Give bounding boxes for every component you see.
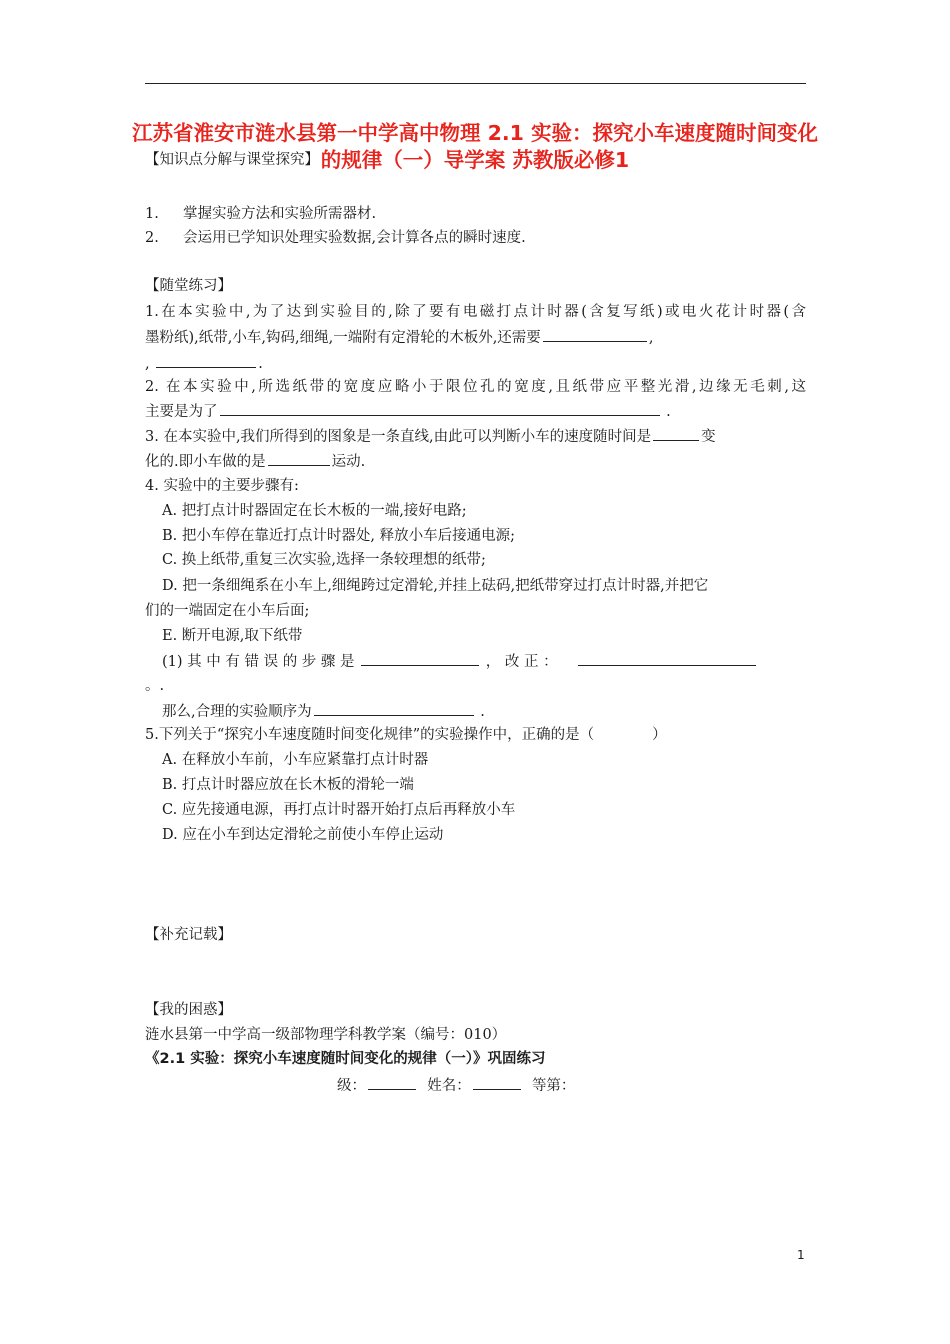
q5-option: D. 应在小车到达定滑轮之前使小车停止运动 (162, 827, 444, 843)
header-rule (145, 83, 806, 84)
section-knowledge-heading: 【知识点分解与课堂探究】 (145, 152, 319, 168)
q2-line1: 2. 在本实验中,所选纸带的宽度应略小于限位孔的宽度,且纸带应平整光滑,边缘无毛刺,这 (145, 379, 806, 395)
q4-order: 那么,合理的实验顺序为 . (162, 701, 485, 722)
student-info-line: 级： 姓名： 等第： (337, 1075, 575, 1096)
q4-correction-blank[interactable] (578, 651, 756, 666)
q4-step: D. 把一条细绳系在小车上,细绳跨过定滑轮,并挂上砝码,把纸带穿过打点计时器,并把它 (162, 578, 709, 594)
q5-stem: 5.下列关于“探究小车速度随时间变化规律”的实验操作中，正确的是（ ） (145, 727, 667, 743)
q4-sub1: (1) 其 中 有 错 误 的 步 骤 是 ， 改 正 ： (162, 651, 758, 672)
q5-option: C. 应先接通电源，再打点计时器开始打点后再释放小车 (162, 802, 516, 818)
q4-step: A. 把打点计时器固定在长木板的一端,接好电路; (162, 503, 467, 519)
q4-step: C. 换上纸带,重复三次实验,选择一条较理想的纸带; (162, 552, 486, 568)
q4-step: 们的一端固定在小车后面; (145, 603, 310, 619)
consolidation-title: 《2.1 实验：探究小车速度随时间变化的规律（一）》巩固练习 (145, 1051, 546, 1067)
q1-answer-blank-1[interactable] (543, 327, 647, 342)
q5-option: B. 打点计时器应放在长木板的滑轮一端 (162, 777, 414, 793)
q4-sub1-cont: 。. (145, 678, 165, 694)
section-practice-heading: 【随堂练习】 (145, 278, 232, 294)
q2-answer-blank[interactable] (220, 401, 660, 416)
document-title: 江苏省淮安市涟水县第一中学高中物理 2.1 实验：探究小车速度随时间变化的规律（一）导学案 苏教版必修1 (131, 121, 819, 172)
q4-step: E. 断开电源,取下纸带 (162, 628, 303, 644)
q4-stem: 4. 实验中的主要步骤有: (145, 478, 299, 494)
knowledge-item: 2. 会运用已学知识处理实验数据,会计算各点的瞬时速度. (145, 230, 526, 246)
q2-line2: 主要是为了 . (145, 401, 671, 422)
section-confusion-heading: 【我的困惑】 (145, 1002, 232, 1018)
q1-answer-blank-2[interactable] (156, 353, 256, 368)
q1-line2: 墨粉纸),纸带,小车,钩码,细绳,一端附有定滑轮的木板外,还需要 , (145, 327, 653, 348)
q4-order-blank[interactable] (314, 701, 474, 716)
q5-option: A. 在释放小车前，小车应紧靠打点计时器 (162, 752, 429, 768)
q1-line1: 1.在本实验中,为了达到实验目的,除了要有电磁打点计时器(含复写纸)或电火花计时器(含 (145, 304, 806, 320)
school-line: 涟水县第一中学高一级部物理学科教学案（编号：010） (145, 1027, 507, 1043)
section-supplement-heading: 【补充记载】 (145, 927, 232, 943)
q3-line2: 化的.即小车做的是 运动. (145, 451, 365, 472)
q1-line3: , . (145, 353, 263, 374)
knowledge-item: 1. 掌握实验方法和实验所需器材. (145, 206, 377, 222)
name-blank[interactable] (473, 1075, 521, 1090)
q4-step: B. 把小车停在靠近打点计时器处, 释放小车后接通电源; (162, 528, 515, 544)
q3-line1: 3. 在本实验中,我们所得到的图象是一条直线,由此可以判断小车的速度随时间是 变 (145, 426, 716, 447)
grade-blank[interactable] (368, 1075, 416, 1090)
q4-wrong-step-blank[interactable] (361, 651, 479, 666)
q3-answer-blank-1[interactable] (653, 426, 699, 441)
page-number: 1 (797, 1248, 805, 1262)
q3-answer-blank-2[interactable] (268, 451, 330, 466)
